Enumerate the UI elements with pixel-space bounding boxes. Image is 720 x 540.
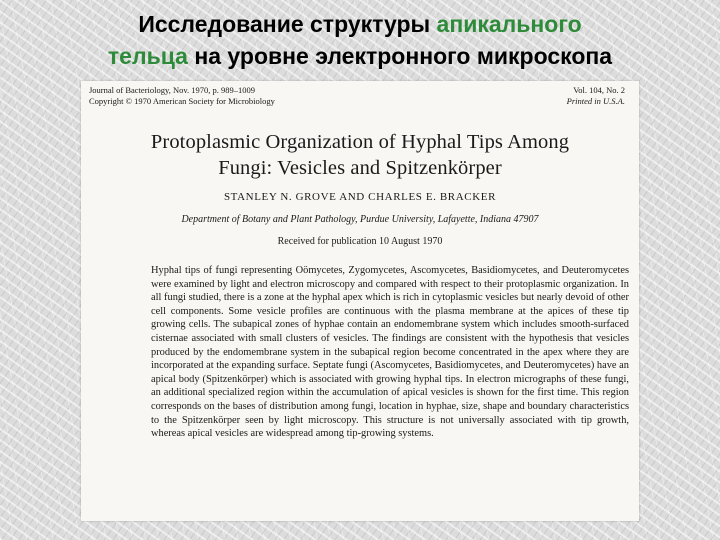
paper-title-line-1: Protoplasmic Organization of Hyphal Tips Among [150, 131, 570, 153]
slide-title [0, 8, 720, 72]
volume-line: Vol. 104, No. 2 [573, 85, 625, 95]
paper-department: Department of Botany and Plant Pathology, Purdue University, Lafayette, Indiana 47907 [181, 214, 539, 225]
paper-scan [81, 81, 639, 521]
title-text: на уровне электронного микроскопа [187, 43, 613, 69]
copyright-line: Copyright © 1970 American Society for Microbiology [89, 96, 275, 106]
title-text: Исследование структуры [138, 11, 437, 37]
paper-title [81, 129, 639, 181]
title-highlight: тельца [107, 43, 188, 69]
paper-authors: STANLEY N. GROVE AND CHARLES E. BRACKER [223, 191, 497, 203]
paper-received: Received for publication 10 August 1970 [277, 236, 443, 247]
title-highlight: апикального [436, 11, 582, 37]
journal-line: Journal of Bacteriology, Nov. 1970, p. 989–1009 [89, 85, 256, 95]
slide-title-line-1 [0, 8, 720, 40]
printed-line: Printed in U.S.A. [566, 96, 625, 106]
paper-abstract [151, 264, 629, 441]
abstract-text: Hyphal tips of fungi representing Oömycetes, Zygomycetes, Ascomycetes, Basidiomycetes, and Deuteromycetes were examined by light and electron microscopy and compared with respect to their protoplasmic organization. In all fungi studied, there is a zone at the hyphal apex which is rich in cytoplasmic vesicles but nearly devoid of other cell components. Some vesicle profiles are continuous with the plasma membrane at the apices of these tip growing cells. The subapical zones of hyphae contain an endomembrane system which includes smooth-surfaced cisternae associated with small clusters of vesicles. The findings are consistent with the hypothesis that vesicles produced by the endomembrane system in the subapical region become concentrated in the apex where they are incorporated at the expanding surface. Septate fungi (Ascomycetes, Basidiomycetes, and Deuteromycetes) have an apical body (Spitzenkörper) which is associated with growing hyphal tips. In electron micrographs of these fungi, an additional specialized region within the accumulation of apical vesicles is shown for the first time. This region corresponds on the bases of distribution among fungi, location in hyphae, size, shape and boundary characteristics to the Spitzenkörper seen by light microscopy. This structure is not universally associated with tip growth, whereas apical vesicles are widespread among tip-growing systems. [151, 265, 629, 440]
slide-title-line-2 [0, 40, 720, 72]
paper-title-line-2: Fungi: Vesicles and Spitzenkörper [218, 157, 502, 179]
